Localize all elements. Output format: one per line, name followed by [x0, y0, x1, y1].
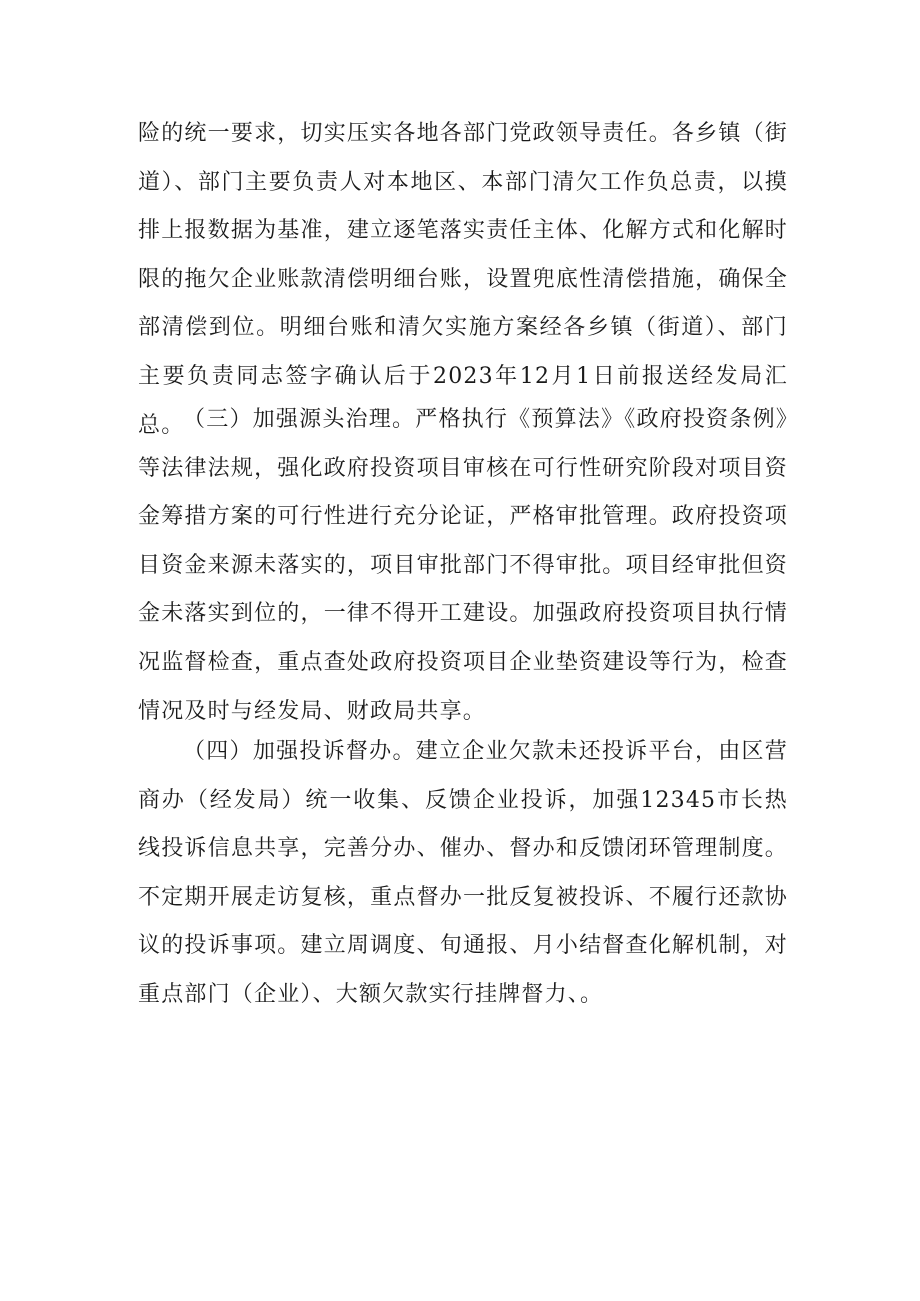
body-paragraph: 险的统一要求，切实压实各地各部门党政领导责任。各乡镇（街道）、部门主要负责人对本地区、本部门清欠工作负总责，以摸排上报数据为基准，建立逐笔落实责任主体、化解方式和化解时限的拖欠企业账款清偿明细台账，设置兜底性清偿措施，确保全部清偿到位。明细台账和清欠实施方案经各乡镇（街道）、部门主要负责同志签字确认后于2023年12月1日前报送经发局汇总。	[138, 121, 788, 438]
section-four-paragraph: （四）加强投诉督办。建立企业欠款未还投诉平台，由区营商办（经发局）统一收集、反馈企业投诉，加强12345市长热线投诉信息共享，完善分办、催办、督办和反馈闭环管理制度。不定期开展走访复核，重点督办一批反复被投诉、不履行还款协议的投诉事项。建立周调度、旬通报、月小结督查化解机制，对重点部门（企业）、大额欠款实行挂牌督力、。	[138, 739, 788, 1007]
section-three-paragraph: （三）加强源头治理。严格执行《预算法》《政府投资条例》等法律法规，强化政府投资项目审核在可行性研究阶段对项目资金筹措方案的可行性进行充分论证，严格审批管理。政府投资项目资金来源未落实的，项目审批部门不得审批。项目经审批但资金未落实到位的，一律不得开工建设。加强政府投资项目执行情况监督检查，重点查处政府投资项目企业垫资建设等行为，检查情况及时与经发局、财政局共享。	[138, 407, 788, 724]
